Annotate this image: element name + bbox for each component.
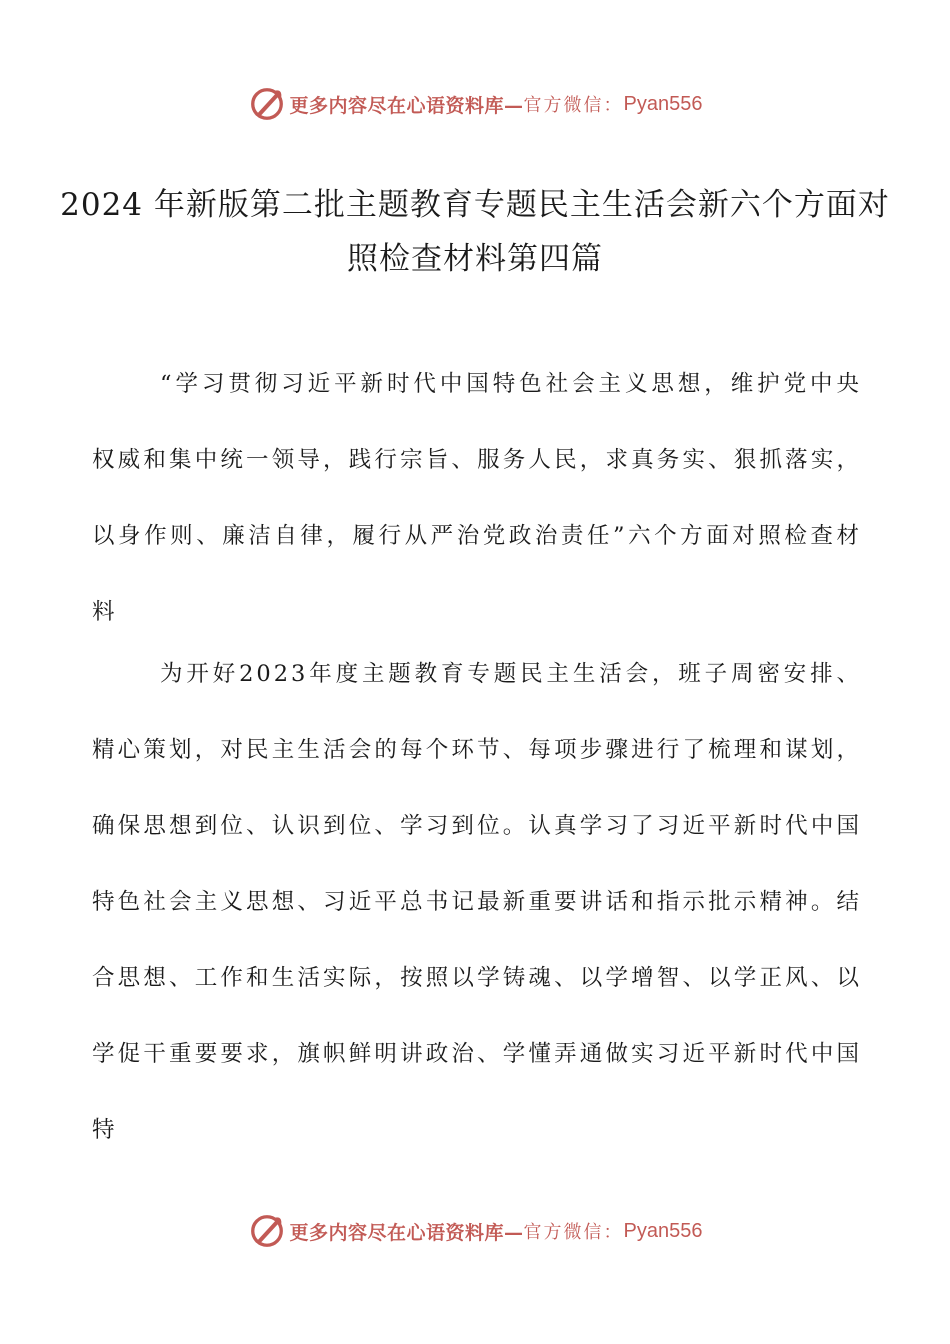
paragraph-intro: “学习贯彻习近平新时代中国特色社会主义思想，维护党中央权威和集中统一领导，践行宗旨、服务人民，求真务实、狠抓落实，以身作则、廉洁自律，履行从严治党政治责任”六个方面对照检查材料 — [92, 371, 862, 625]
quill-logo-icon — [248, 1212, 286, 1250]
watermark-wechat-label: 官方微信： — [523, 1222, 624, 1243]
watermark-text: 更多内容尽在心语资料库— — [289, 94, 524, 117]
footer-watermark — [0, 1211, 950, 1251]
quill-logo-icon — [248, 85, 286, 123]
watermark-wechat-id: Pyan556 — [623, 1219, 703, 1242]
header-watermark — [0, 84, 950, 124]
paragraph-body: 为开好2023年度主题教育专题民主生活会，班子周密安排、精心策划，对民主生活会的每个环节、每项步骤进行了梳理和谋划，确保思想到位、认识到位、学习到位。认真学习了习近平新时代中国特色社会主义思想、习近平总书记最新重要讲话和指示批示精神。结合思想、工作和生活实际，按照以学铸魂、以学增智、以学正风、以学促干重要要求，旗帜鲜明讲政治、学懂弄通做实习近平新时代中国特 — [92, 661, 862, 1143]
document-title: 2024 年新版第二批主题教育专题民主生活会新六个方面对照检查材料第四篇 — [60, 187, 890, 277]
watermark-wechat-label: 官方微信： — [523, 95, 624, 116]
watermark-text: 更多内容尽在心语资料库— — [289, 1221, 524, 1244]
watermark-wechat-id: Pyan556 — [623, 92, 703, 115]
